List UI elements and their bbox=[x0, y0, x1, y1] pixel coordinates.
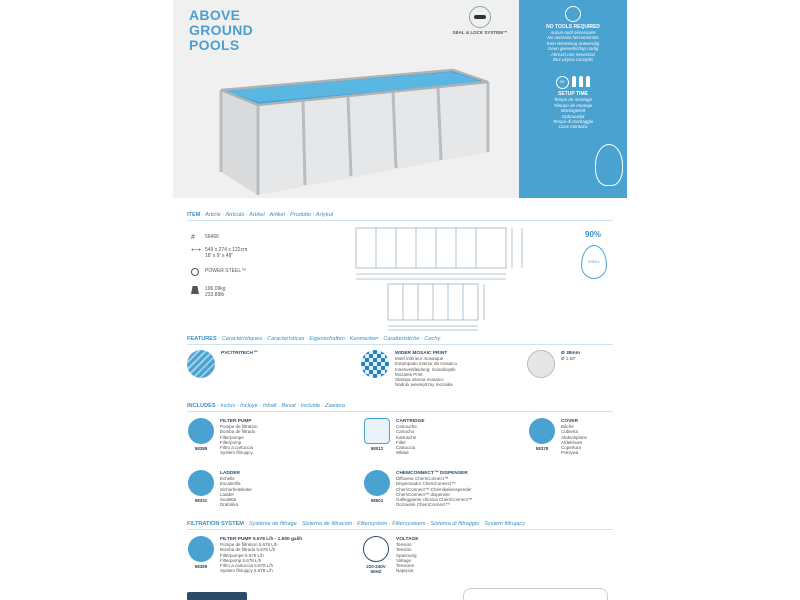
include-line: Cartucho bbox=[396, 429, 415, 435]
include-ladder bbox=[187, 470, 327, 507]
filtration-line: Pompe de filtration 5.678 L/h bbox=[220, 542, 278, 548]
seal-lock-label: SEAL & LOCK SYSTEM™ bbox=[452, 30, 508, 35]
feature-line: Innenverkleidung: mosaikoptik bbox=[395, 366, 456, 372]
include-cover bbox=[528, 418, 668, 455]
include-code: 58012 bbox=[370, 446, 384, 451]
frame-icon bbox=[191, 268, 199, 276]
pool-illustration bbox=[213, 60, 503, 195]
section-divider bbox=[187, 529, 613, 530]
cover-icon bbox=[529, 418, 555, 444]
setup-time-line: Tempo di montaggio bbox=[552, 119, 594, 125]
filtration-code: 58389 bbox=[194, 564, 208, 569]
voltage-line: Voltage bbox=[396, 557, 412, 563]
item-title-langs: · Article · Artículo · Artikel · Artikel · Prodotto · Artykuł bbox=[201, 212, 333, 218]
pipe-icon bbox=[527, 350, 555, 378]
section-divider bbox=[187, 411, 613, 412]
no-tools-line: Geen gereedschap nodig bbox=[547, 46, 599, 52]
item-dims-ft: 18' x 9' x 48" bbox=[205, 253, 234, 259]
voltage-line: Tensione bbox=[396, 563, 415, 569]
person-icon bbox=[572, 76, 576, 87]
item-section-title bbox=[187, 212, 333, 218]
filtration-voltage bbox=[361, 536, 501, 574]
item-dims-cm: 549 x 274 x 122cm bbox=[205, 247, 248, 253]
filtration-section-title bbox=[187, 521, 525, 527]
include-code: 58331 bbox=[194, 498, 208, 503]
hash-icon: # bbox=[191, 234, 195, 241]
pool-dimension-diagram bbox=[348, 222, 548, 334]
setup-time-line: Opbouwtijd bbox=[561, 113, 585, 119]
water-drop-icon: 9,000 L bbox=[581, 245, 607, 279]
clock-icon: 30' bbox=[556, 76, 569, 89]
includes-title: INCLUDES bbox=[187, 403, 216, 409]
feature-line: Nadruk wewnętrzny mozaika bbox=[395, 382, 453, 388]
item-weight-lb: 233.89lb bbox=[205, 292, 225, 298]
feature-line: Ø 1.50" bbox=[561, 356, 577, 362]
filtration-line: Filtro a cartuccia 5.678 L/h bbox=[220, 563, 274, 569]
brand-logo bbox=[187, 592, 247, 600]
fill-percentage: 90% bbox=[585, 230, 602, 239]
include-line: Cartouche bbox=[396, 424, 417, 430]
include-line: Dispensador ChemConnect™ bbox=[396, 481, 456, 487]
include-line: Pompe de filtration bbox=[220, 424, 258, 430]
arrow-icon: ⟷ bbox=[191, 247, 202, 254]
no-tools-heading: NO TOOLS REQUIRED bbox=[546, 24, 600, 30]
include-line: Ladder bbox=[220, 491, 235, 497]
feature-head: Ø 38mm bbox=[561, 351, 580, 356]
setup-time-heading: SETUP TIME bbox=[558, 91, 588, 98]
include-line: Escalerilla bbox=[220, 481, 241, 487]
section-divider bbox=[187, 220, 613, 221]
feature-pvc bbox=[187, 350, 258, 378]
feature-line: Estampado interior de mosaico bbox=[395, 361, 458, 367]
include-line: Pokrywa bbox=[561, 450, 579, 456]
include-line: Cubierta bbox=[561, 429, 579, 435]
weight-icon bbox=[191, 286, 199, 294]
feature-head: WIDER MOSAIC PRINT bbox=[395, 351, 448, 356]
setup-time-line: Montagezeit bbox=[560, 108, 586, 114]
no-tools-line: Attrezzi non necessari bbox=[550, 51, 596, 57]
hero-title-line: ABOVE bbox=[189, 7, 241, 23]
setup-time-badge bbox=[595, 144, 623, 186]
setup-time-line: Tiempo de montaje bbox=[553, 102, 593, 108]
include-head: CHEMCONNECT™ DISPENSER bbox=[396, 471, 468, 476]
include-line: Filtro a cartuccia bbox=[220, 445, 254, 451]
feature-mosaic bbox=[361, 350, 457, 387]
spec-frame bbox=[191, 268, 246, 276]
feature-line: Stampa interna mosaico bbox=[395, 377, 444, 383]
mosaic-icon bbox=[361, 350, 389, 378]
spec-dimensions bbox=[191, 247, 247, 259]
filtration-pump bbox=[187, 536, 357, 573]
include-line: Abdeckplane bbox=[561, 434, 588, 440]
filtration-pump-head: FILTER PUMP 5.678 L/h - 1.500 gal/h bbox=[220, 537, 303, 542]
include-line: System filtrujący bbox=[220, 450, 253, 456]
no-tools-line: No necesita herramientas bbox=[547, 35, 599, 41]
features-title: FEATURES bbox=[187, 336, 217, 342]
filtration-line: System filtrujący 5.678 L/h bbox=[220, 568, 273, 574]
include-line: ChemConnect™ dispenser bbox=[396, 491, 451, 497]
hero-title-line: GROUND bbox=[189, 22, 254, 38]
info-panel bbox=[519, 0, 627, 198]
setup-time-line: Czas montażu bbox=[558, 124, 588, 130]
person-icon bbox=[579, 76, 583, 87]
include-head: CARTRIDGE bbox=[396, 419, 425, 424]
seal-lock-badge bbox=[445, 6, 515, 35]
features-section-title bbox=[187, 336, 440, 342]
include-line: Filter bbox=[396, 439, 406, 445]
section-divider bbox=[187, 344, 613, 345]
voltage-line: Tensión bbox=[396, 547, 412, 553]
includes-section-title bbox=[187, 403, 345, 409]
footer-badge bbox=[463, 588, 608, 600]
include-chemconnect bbox=[363, 470, 543, 507]
voltage-line: Spannung bbox=[396, 552, 417, 558]
include-line: Diffuseur ChemConnect™ bbox=[396, 476, 449, 482]
hero-title bbox=[189, 8, 253, 53]
feature-head: PVC/TRITECH™ bbox=[221, 351, 258, 356]
include-line: Sicherheitsleiter bbox=[220, 486, 253, 492]
include-line: Échelle bbox=[220, 476, 235, 482]
includes-title-langs: · Inclus · Incluye · Inhalt · Bevat · Incluide · Zawiera bbox=[217, 403, 345, 409]
voltage-line: Tension bbox=[396, 542, 412, 548]
include-line: Copertura bbox=[561, 445, 582, 451]
ladder-icon bbox=[188, 470, 214, 496]
voltage-value: 220-240V bbox=[366, 564, 386, 569]
include-line: Galleggiante chimica ChemConnect™ bbox=[396, 497, 473, 503]
include-head: COVER bbox=[561, 419, 579, 424]
include-line: Filterpomp bbox=[220, 439, 242, 445]
include-line: ChemConnect™-Chemikalienspender bbox=[396, 486, 472, 492]
setup-time-line: Temps de montage bbox=[553, 97, 593, 103]
no-tools-line: Aucun outil nécessaire bbox=[550, 30, 596, 35]
pvc-layers-icon bbox=[187, 350, 215, 378]
include-head: LADDER bbox=[220, 471, 240, 476]
filtration-line: Filterpomp 5.678 L/h bbox=[220, 557, 262, 563]
features-title-langs: · Caractéristiques · Características · Eigenschaften · Kenmerken · Caratteristiche · Cechy bbox=[218, 336, 441, 342]
cartridge-icon bbox=[364, 418, 390, 444]
spec-weight bbox=[191, 286, 226, 298]
include-line: Wkład bbox=[396, 450, 409, 456]
feature-line: Motif intérieur mosaïque bbox=[395, 356, 444, 362]
include-line: Kartusche bbox=[396, 434, 417, 440]
include-line: Cartuccia bbox=[396, 445, 416, 451]
include-line: Drabinka bbox=[220, 502, 239, 508]
item-code: 56466 bbox=[205, 234, 219, 240]
setup-time-icons bbox=[519, 76, 627, 89]
filter-pump-icon bbox=[188, 536, 214, 562]
include-cartridge bbox=[363, 418, 503, 455]
include-filter-pump bbox=[187, 418, 327, 455]
hz-value: 50HZ bbox=[370, 569, 382, 574]
include-line: Bomba de filtrado bbox=[220, 429, 256, 435]
filtration-line: Filterpumpe 5.678 L/h bbox=[220, 552, 264, 558]
include-line: Afdekhoes bbox=[561, 439, 583, 445]
include-code: 58389 bbox=[194, 446, 208, 451]
include-line: Filterpumpe bbox=[220, 434, 244, 440]
include-line: Dozownik ChemConnect™ bbox=[396, 502, 451, 508]
dispenser-icon bbox=[364, 470, 390, 496]
filtration-line: Bomba de filtrado 5.678 L/h bbox=[220, 547, 276, 553]
person-icon bbox=[586, 76, 590, 87]
plug-icon bbox=[363, 536, 389, 562]
include-head: FILTER PUMP bbox=[220, 419, 252, 424]
no-tools-line: Kein Werkzeug notwendig bbox=[546, 40, 600, 46]
include-code: 58501 bbox=[370, 498, 384, 503]
voltage-head: VOLTAGE bbox=[396, 537, 419, 542]
seal-lock-icon bbox=[469, 6, 491, 28]
hero-title-line: POOLS bbox=[189, 37, 240, 53]
voltage-line: Napięcie bbox=[396, 568, 414, 574]
item-weight-kg: 106.09kg bbox=[205, 286, 226, 292]
include-line: Bâche bbox=[561, 424, 574, 430]
item-frame: POWER STEEL™ bbox=[205, 268, 247, 274]
item-title: ITEM bbox=[187, 212, 201, 218]
filter-pump-icon bbox=[188, 418, 214, 444]
filtration-title: FILTRATION SYSTEM bbox=[187, 521, 244, 527]
spec-code bbox=[191, 234, 219, 242]
include-code: 58378 bbox=[535, 446, 549, 451]
include-line: Scaletta bbox=[220, 497, 237, 503]
no-tools-line: Bez użycia narzędzi bbox=[552, 57, 594, 63]
product-sheet bbox=[173, 0, 627, 600]
no-tools-icon bbox=[565, 6, 581, 22]
feature-pipe bbox=[527, 350, 580, 378]
filtration-title-langs: · Système de filtrage · Sistema de filtración · Filtersystem · Filtersysteem · Sistema di filtraggio · System filtrujący bbox=[245, 521, 525, 527]
hero-banner bbox=[173, 0, 627, 198]
feature-line: Mozaïek Print bbox=[395, 371, 423, 377]
